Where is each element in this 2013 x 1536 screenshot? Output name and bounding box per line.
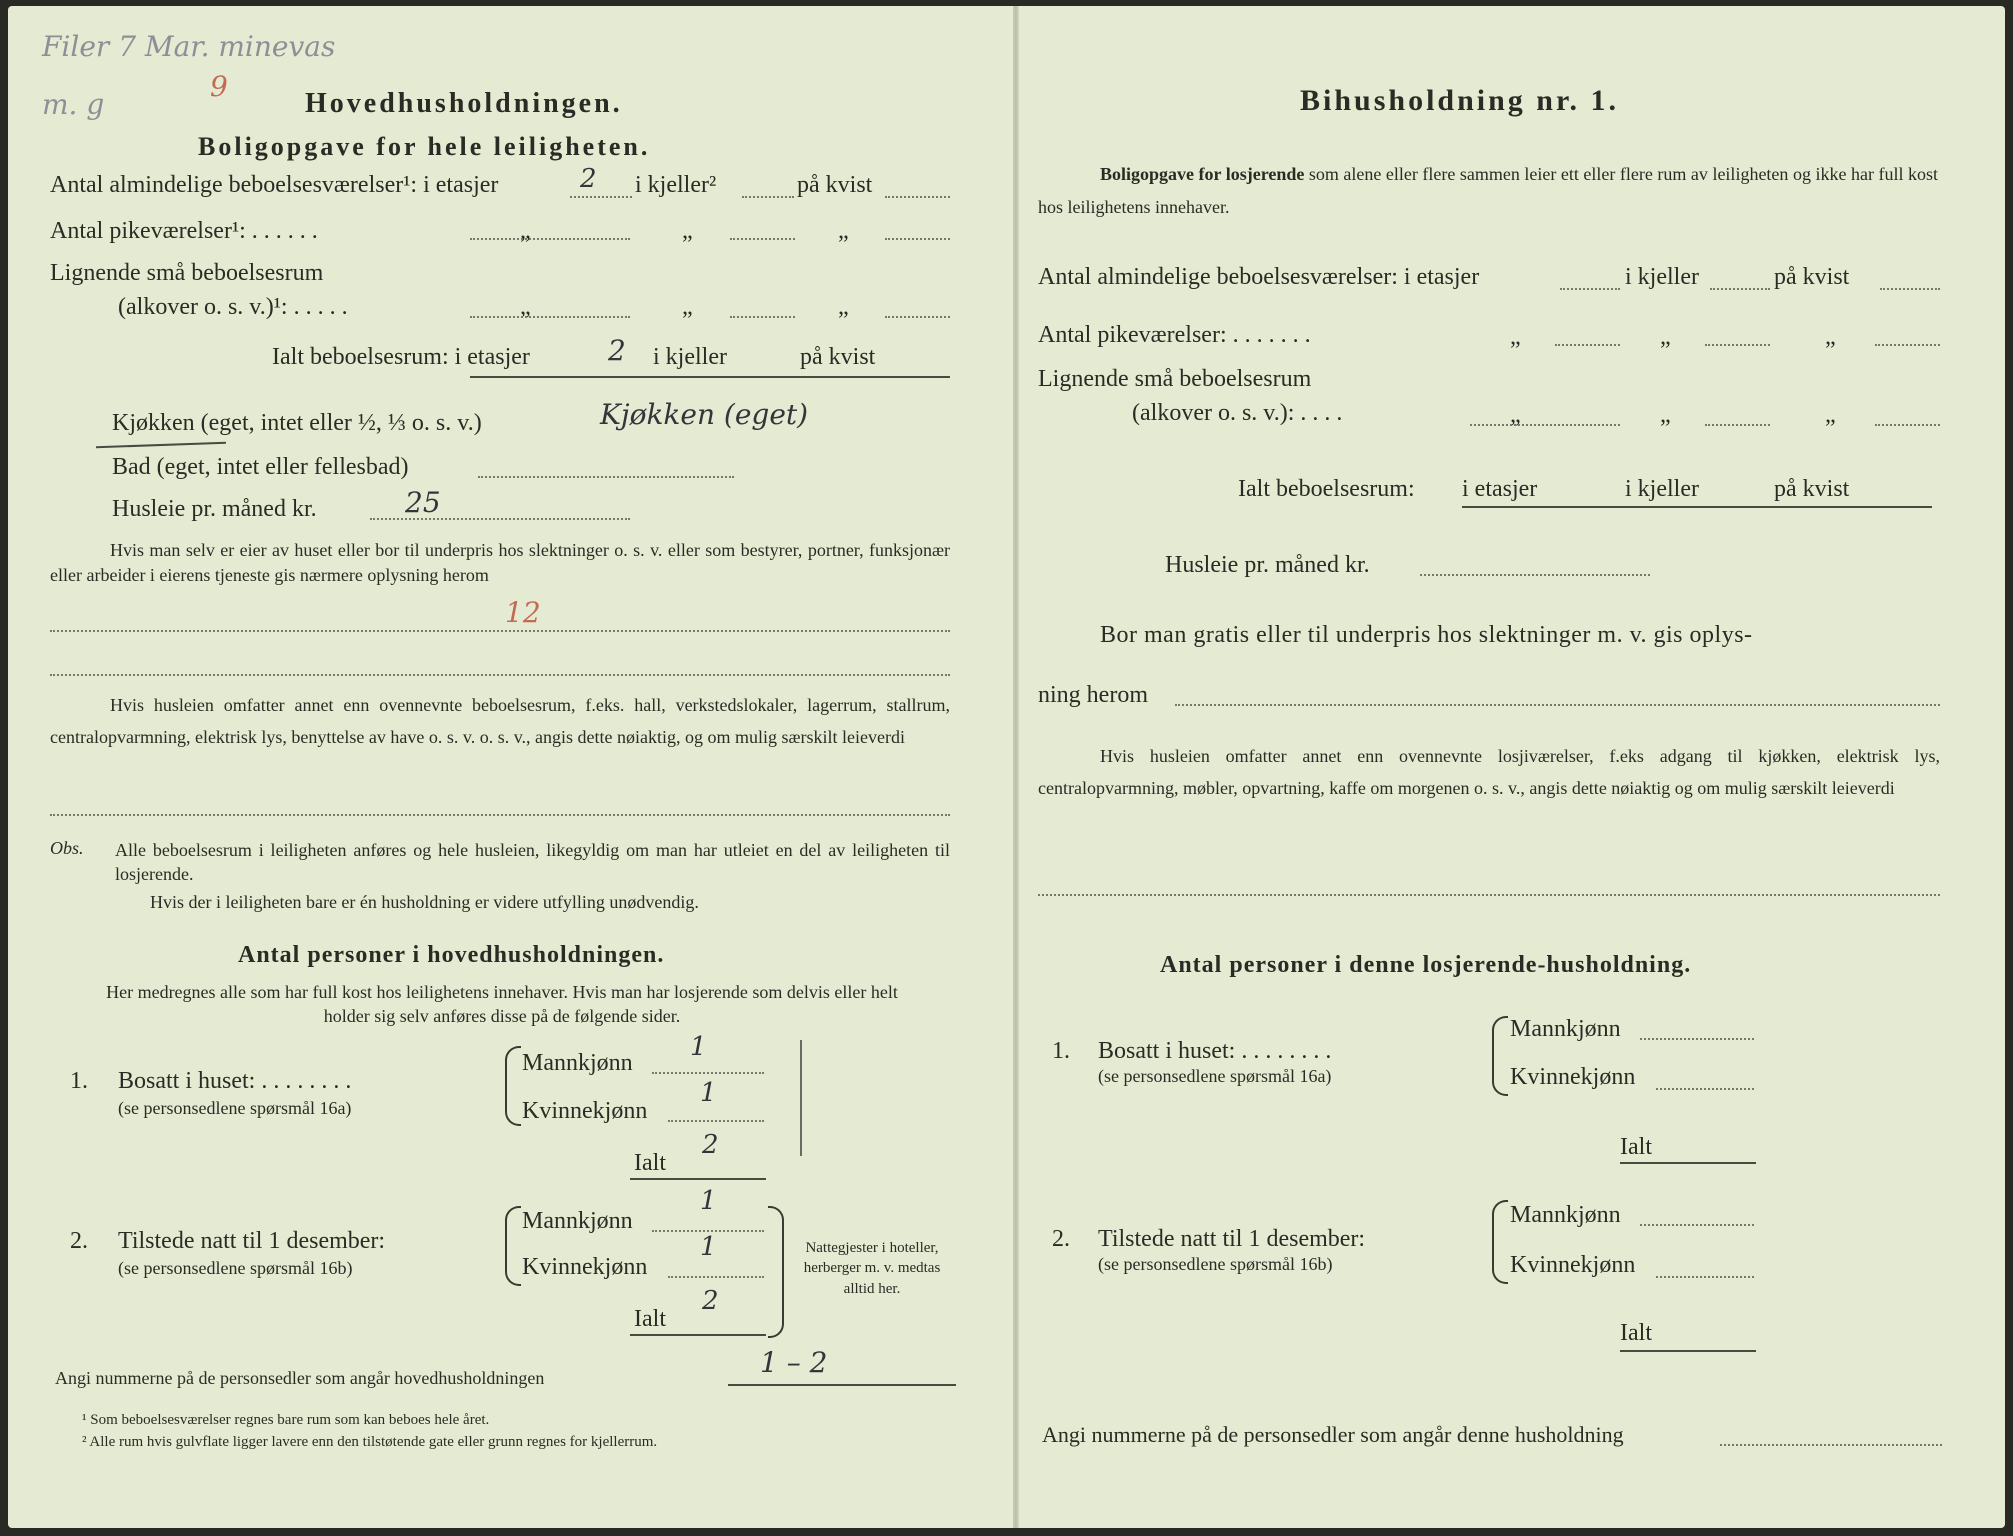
left-q1-label: Bosatt i huset: . . . . . . . . bbox=[118, 1068, 352, 1094]
right-pike-line-1 bbox=[1555, 344, 1620, 346]
left-q1-kvinne-label: Kvinnekjønn bbox=[522, 1098, 648, 1124]
right-kjeller-label: i kjeller bbox=[1625, 264, 1699, 290]
left-rooms-label: Antal almindelige beboelsesværelser¹: i etasjer bbox=[50, 172, 499, 198]
left-angi-line bbox=[728, 1384, 956, 1386]
left-q1-ialt-label: Ialt bbox=[634, 1150, 666, 1176]
right-gratis-text: Bor man gratis eller til underpris hos slektninger m. v. gis oplys- bbox=[1100, 622, 1753, 648]
right-gratis-line bbox=[1175, 704, 1940, 706]
right-pike-ditto-3: „ bbox=[1825, 324, 1836, 350]
left-q2-kvinne-line bbox=[668, 1276, 764, 1278]
right-angi-line bbox=[1720, 1444, 1942, 1446]
right-etasjer-line bbox=[1560, 288, 1620, 290]
left-alkove-label-b: (alkover o. s. v.)¹: . . . . . bbox=[118, 294, 348, 320]
left-alkove-ditto-3: „ bbox=[838, 294, 849, 320]
pencil-note-2: m. g bbox=[42, 88, 105, 121]
left-q2-ialt-label: Ialt bbox=[634, 1306, 666, 1332]
left-q2-kvinne-value: 1 bbox=[700, 1232, 717, 1262]
left-kvist-label: på kvist bbox=[797, 172, 873, 198]
left-bad-label: Bad (eget, intet eller fellesbad) bbox=[112, 454, 409, 480]
right-q2-brace bbox=[1492, 1200, 1508, 1284]
red-12: 12 bbox=[505, 596, 541, 629]
right-q2-ialt-line bbox=[1620, 1350, 1756, 1352]
right-omfatter-line bbox=[1038, 894, 1940, 896]
left-etasjer-value: 2 bbox=[580, 164, 597, 194]
left-alkove-ditto-1: „ bbox=[520, 294, 531, 320]
right-q1-ialt-line bbox=[1620, 1162, 1756, 1164]
left-personer-title: Antal personer i hovedhusholdningen. bbox=[238, 942, 665, 968]
right-intro-text: som alene eller flere sammen leier ett eller flere rum av leiligheten og ikke har full kost hos leilighetens innehaver. bbox=[1038, 164, 1939, 218]
left-q1-kvinne-value: 1 bbox=[700, 1078, 717, 1108]
red-number: 9 bbox=[210, 70, 228, 103]
left-ialt-underline bbox=[470, 376, 950, 378]
right-q1-mann-label: Mannkjønn bbox=[1510, 1016, 1621, 1042]
left-pike-label: Antal pikeværelser¹: . . . . . . bbox=[50, 218, 318, 244]
left-obs-text-2: Hvis der i leiligheten bare er én husholdning er videre utfylling unødvendig. bbox=[150, 892, 699, 912]
right-husleie-label: Husleie pr. måned kr. bbox=[1165, 552, 1370, 578]
right-alkove-label-a: Lignende små beboelsesrum bbox=[1038, 366, 1312, 392]
left-obs-text: Alle beboelsesrum i leiligheten anføres og hele husleien, likegyldig om man har utleiet en del av leiligheten til losjerende. bbox=[115, 840, 950, 885]
right-q1-brace bbox=[1492, 1016, 1508, 1096]
left-ialt-label: Ialt beboelsesrum: i etasjer bbox=[272, 344, 530, 370]
left-alkove-label-a: Lignende små beboelsesrum bbox=[50, 260, 324, 286]
left-q1-mann-label: Mannkjønn bbox=[522, 1050, 633, 1076]
left-q2-sub: (se personsedlene spørsmål 16b) bbox=[118, 1258, 353, 1278]
right-q1-label: Bosatt i huset: . . . . . . . . bbox=[1098, 1038, 1332, 1064]
left-title: Hovedhusholdningen. bbox=[305, 88, 623, 119]
right-husleie-line bbox=[1420, 574, 1650, 576]
left-q1-mann-line bbox=[652, 1072, 764, 1074]
right-ialt-label: Ialt beboelsesrum: bbox=[1238, 476, 1415, 502]
left-q1-pencil-mark bbox=[800, 1040, 802, 1156]
right-q2-sub: (se personsedlene spørsmål 16b) bbox=[1098, 1254, 1333, 1274]
right-q1-sub: (se personsedlene spørsmål 16a) bbox=[1098, 1066, 1332, 1086]
left-pike-ditto-3: „ bbox=[838, 218, 849, 244]
left-ialt-kvist: på kvist bbox=[800, 344, 876, 370]
right-angi-label: Angi nummerne på de personsedler som angår denne husholdning bbox=[1042, 1422, 1624, 1447]
left-pike-line-1 bbox=[470, 238, 630, 240]
left-omfatter-line bbox=[50, 814, 950, 816]
left-q2-mann-label: Mannkjønn bbox=[522, 1208, 633, 1234]
left-q1-kvinne-line bbox=[668, 1120, 764, 1122]
left-pike-ditto-1: „ bbox=[520, 218, 531, 244]
left-q2-right-brace bbox=[768, 1206, 784, 1338]
left-eier-line-2 bbox=[50, 674, 950, 676]
right-q2-mann-label: Mannkjønn bbox=[1510, 1202, 1621, 1228]
left-q1-num: 1. bbox=[70, 1068, 88, 1094]
left-nattegjester-note: Nattegjester i hoteller, herberger m. v. medtas alltid her. bbox=[803, 1240, 941, 1297]
left-obs-label: Obs. bbox=[50, 838, 84, 858]
right-alkove-ditto-1: „ bbox=[1510, 402, 1521, 428]
right-q2-kvinne-line bbox=[1656, 1276, 1754, 1278]
left-footnote-2: ² Alle rum hvis gulvflate ligger lavere enn den tilstøtende gate eller grunn regnes for kjellerrum. bbox=[82, 1434, 658, 1450]
right-ialt-kjeller: i kjeller bbox=[1625, 476, 1699, 502]
right-q2-num: 2. bbox=[1052, 1226, 1070, 1252]
right-kvist-label: på kvist bbox=[1774, 264, 1850, 290]
left-q1-sub: (se personsedlene spørsmål 16a) bbox=[118, 1098, 352, 1118]
left-q1-brace bbox=[505, 1046, 521, 1126]
right-q2-ialt-label: Ialt bbox=[1620, 1320, 1652, 1346]
right-q2-mann-line bbox=[1640, 1224, 1754, 1226]
right-personer-title: Antal personer i denne losjerende-husholdning. bbox=[1160, 952, 1692, 978]
left-subtitle: Boligopgave for hele leiligheten. bbox=[198, 132, 651, 161]
right-kvist-line bbox=[1880, 288, 1940, 290]
right-ialt-etasjer: i etasjer bbox=[1462, 476, 1538, 502]
left-angi-label: Angi nummerne på de personsedler som angår hovedhusholdningen bbox=[55, 1368, 545, 1388]
right-q1-ialt-label: Ialt bbox=[1620, 1134, 1652, 1160]
left-omfatter-text: Hvis husleien omfatter annet enn ovennevnte beboelsesrum, f.eks. hall, verkstedslokaler, lagerrum, stallrum, centralopvarmning, elektrisk lys, benyttelse av have o. s. v. o. s. v., angis dette nøiaktig, og om mulig særskilt leieverdi bbox=[50, 695, 950, 747]
left-q2-ialt-line bbox=[630, 1334, 766, 1336]
left-eier-line-1 bbox=[50, 630, 950, 632]
right-alkove-line-1 bbox=[1470, 424, 1620, 426]
right-alkove-label-b: (alkover o. s. v.): . . . . bbox=[1132, 400, 1343, 426]
left-q1-mann-value: 1 bbox=[690, 1032, 707, 1062]
right-q2-label: Tilstede natt til 1 desember: bbox=[1098, 1226, 1366, 1252]
left-kjokken-label: Kjøkken (eget, intet eller ½, ⅓ o. s. v.) bbox=[112, 410, 482, 436]
left-alkove-line-2 bbox=[730, 316, 795, 318]
right-alkove-line-2 bbox=[1705, 424, 1770, 426]
pencil-note-1: Filer 7 Mar. minevas bbox=[42, 30, 336, 63]
right-kjeller-line bbox=[1710, 288, 1770, 290]
left-alkove-line-1 bbox=[470, 316, 630, 318]
left-pike-line-2 bbox=[730, 238, 795, 240]
left-ialt-etasjer: 2 bbox=[608, 334, 626, 367]
left-q1-ialt-line bbox=[630, 1178, 766, 1180]
right-ialt-kvist: på kvist bbox=[1774, 476, 1850, 502]
left-personer-text: Her medregnes alle som har full kost hos leilighetens innehaver. Hvis man har losjerende som delvis eller helt holder sig selv anføres disse på de følgende sider. bbox=[106, 982, 898, 1027]
left-ialt-kjeller: i kjeller bbox=[653, 344, 727, 370]
left-bad-line bbox=[478, 476, 734, 478]
left-husleie-value: 25 bbox=[405, 486, 441, 519]
right-intro-bold: Boligopgave for losjerende bbox=[1100, 164, 1305, 184]
right-q1-mann-line bbox=[1640, 1038, 1754, 1040]
right-ialt-underline bbox=[1462, 506, 1932, 508]
right-gratis-text-2: ning herom bbox=[1038, 682, 1148, 708]
right-alkove-ditto-2: „ bbox=[1660, 402, 1671, 428]
left-etasjer-line bbox=[570, 196, 632, 198]
left-q2-brace bbox=[505, 1206, 521, 1286]
left-husleie-line bbox=[370, 518, 630, 520]
left-eier-text: Hvis man selv er eier av huset eller bor til underpris hos slektninger o. s. v. eller som bestyrer, portner, funksjonær eller arbeider i eierens tjeneste gis nærmere oplysning herom bbox=[50, 540, 950, 586]
left-q2-num: 2. bbox=[70, 1228, 88, 1254]
left-q2-label: Tilstede natt til 1 desember: bbox=[118, 1228, 386, 1254]
left-alkove-ditto-2: „ bbox=[682, 294, 693, 320]
right-intro bbox=[1038, 158, 1938, 225]
right-q1-num: 1. bbox=[1052, 1038, 1070, 1064]
left-q2-ialt-value: 2 bbox=[702, 1286, 719, 1316]
left-kjokken-value: Kjøkken (eget) bbox=[600, 398, 809, 431]
left-alkove-line-3 bbox=[885, 316, 950, 318]
left-footnote-1: ¹ Som beboelsesværelser regnes bare rum som kan beboes hele året. bbox=[82, 1412, 490, 1428]
left-kjeller-line bbox=[742, 196, 794, 198]
right-pike-ditto-1: „ bbox=[1510, 324, 1521, 350]
right-title: Bihusholdning nr. 1. bbox=[1300, 84, 1620, 117]
right-q2-kvinne-label: Kvinnekjønn bbox=[1510, 1252, 1636, 1278]
right-alkove-line-3 bbox=[1875, 424, 1940, 426]
left-q2-mann-value: 1 bbox=[700, 1186, 717, 1216]
right-pike-ditto-2: „ bbox=[1660, 324, 1671, 350]
right-q1-kvinne-line bbox=[1656, 1088, 1754, 1090]
left-angi-value: 1 – 2 bbox=[760, 1346, 828, 1379]
right-pike-line-3 bbox=[1875, 344, 1940, 346]
left-kjeller-label: i kjeller² bbox=[635, 172, 717, 198]
right-alkove-ditto-3: „ bbox=[1825, 402, 1836, 428]
right-q1-kvinne-label: Kvinnekjønn bbox=[1510, 1064, 1636, 1090]
left-husleie-label: Husleie pr. måned kr. bbox=[112, 496, 317, 522]
right-omfatter-text: Hvis husleien omfatter annet enn ovennevnte losjiværelser, f.eks adgang til kjøkken, elektrisk lys, centralopvarmning, møbler, opvartning, kaffe om morgenen o. s. v., angis dette nøiaktig og om mulig særskilt leieverdi bbox=[1038, 746, 1940, 799]
left-pike-line-3 bbox=[885, 238, 950, 240]
page-fold bbox=[1013, 6, 1019, 1528]
right-rooms-label: Antal almindelige beboelsesværelser: i etasjer bbox=[1038, 264, 1480, 290]
left-pike-ditto-2: „ bbox=[682, 218, 693, 244]
right-pike-line-2 bbox=[1705, 344, 1770, 346]
right-pike-label: Antal pikeværelser: . . . . . . . bbox=[1038, 322, 1311, 348]
left-kvist-line bbox=[885, 196, 950, 198]
left-q2-kvinne-label: Kvinnekjønn bbox=[522, 1254, 648, 1280]
left-q1-ialt-value: 2 bbox=[702, 1130, 719, 1160]
